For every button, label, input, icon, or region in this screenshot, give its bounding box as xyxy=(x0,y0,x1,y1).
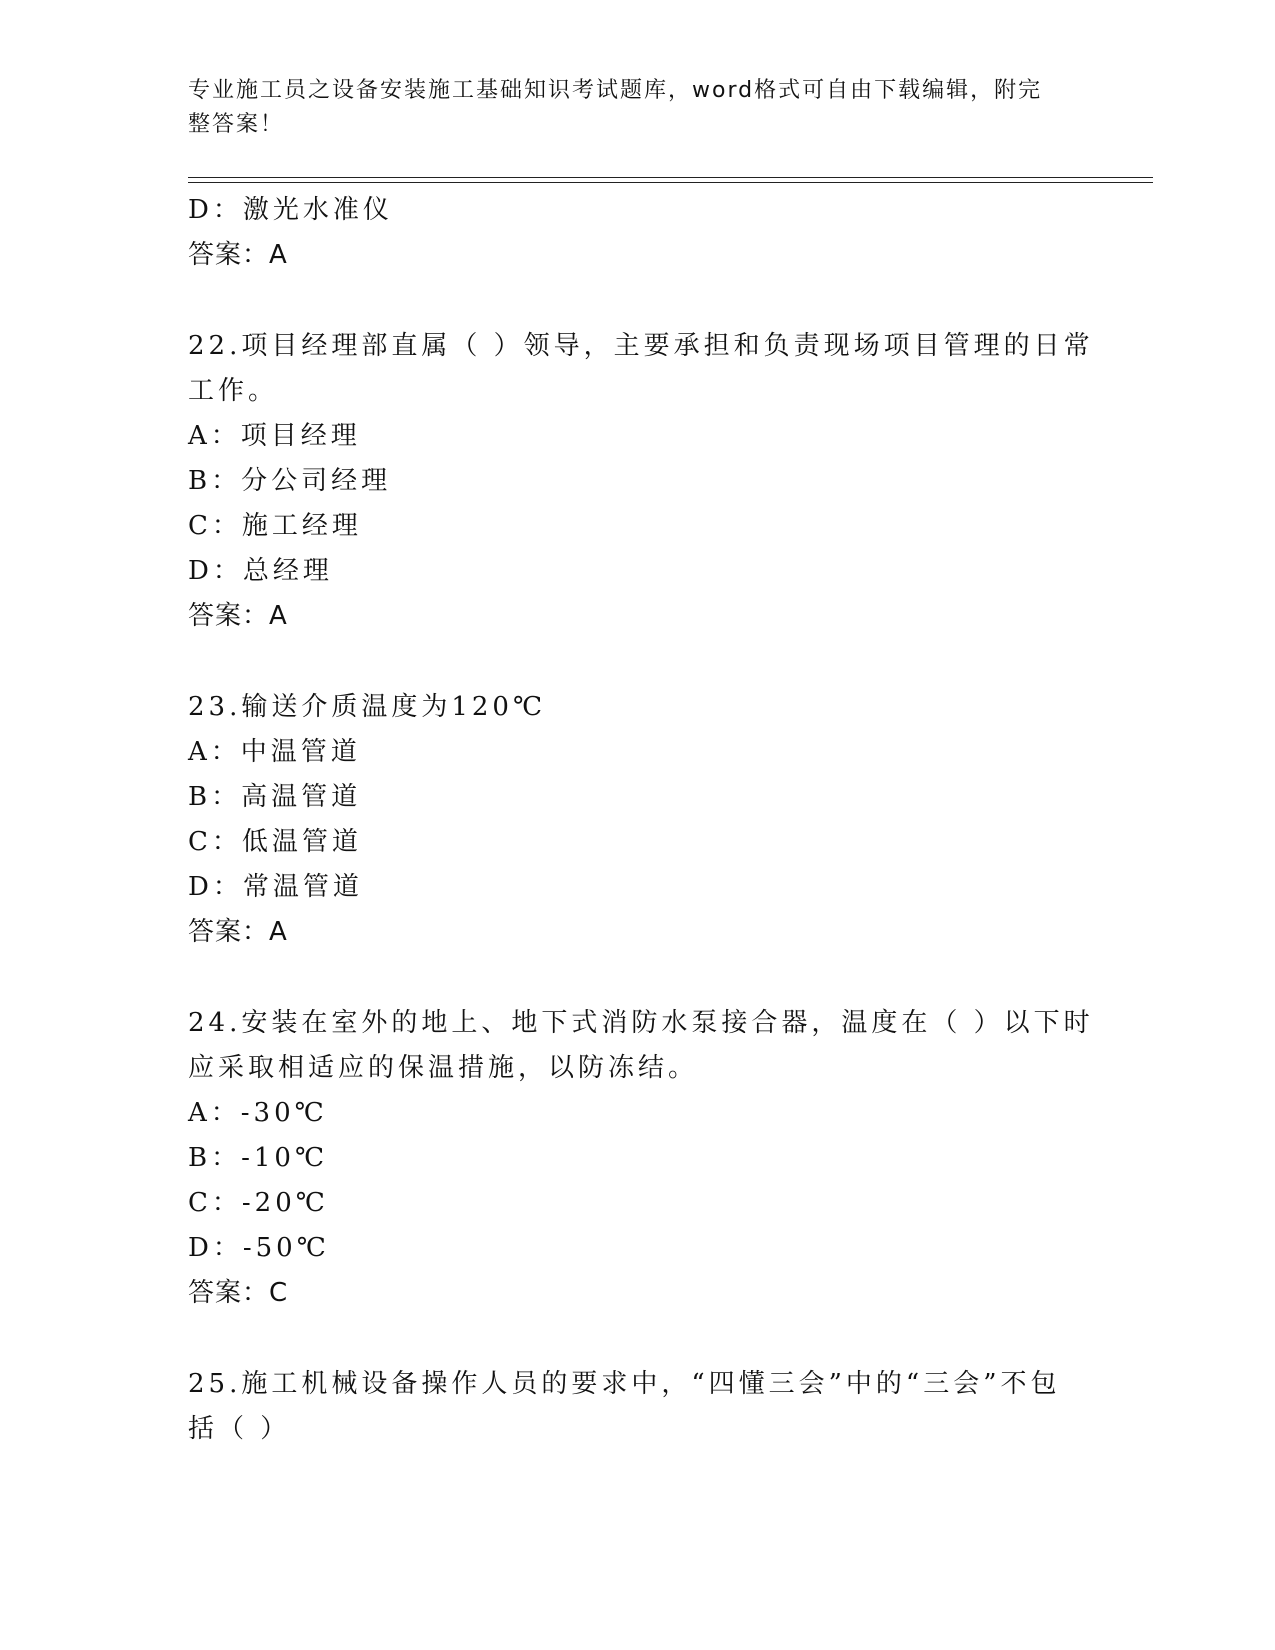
question-24 xyxy=(188,1001,1094,1316)
question-22-text-line-2: 工作。 xyxy=(188,376,279,406)
question-23 xyxy=(188,685,1088,955)
prev-option-d: D：激光水准仪 xyxy=(188,195,393,225)
question-23-option-a: A：中温管道 xyxy=(188,737,361,767)
question-24-option-a: A：-30℃ xyxy=(188,1098,328,1128)
header-line-1: 专业施工员之设备安装施工基础知识考试题库，word格式可自由下载编辑，附完 xyxy=(188,78,1043,103)
question-23-text-line-1: 23.输送介质温度为120℃ xyxy=(188,692,547,722)
question-content xyxy=(188,188,1094,1452)
question-23-option-c: C：低温管道 xyxy=(188,827,362,857)
question-24-answer: 答案：C xyxy=(188,1278,289,1308)
header-divider-bottom xyxy=(188,182,1153,183)
header-line-2: 整答案！ xyxy=(188,112,285,137)
question-25-text-line-1: 25.施工机械设备操作人员的要求中，“四懂三会”中的“三会”不包 xyxy=(188,1369,1061,1399)
question-22-answer: 答案：A xyxy=(188,601,288,631)
question-24-option-d: D：-50℃ xyxy=(188,1233,330,1263)
question-25-text-line-2: 括（ ） xyxy=(188,1414,291,1444)
question-25 xyxy=(188,1362,1088,1452)
question-22 xyxy=(188,324,1094,639)
prev-answer: 答案：A xyxy=(188,240,288,270)
question-23-option-b: B：高温管道 xyxy=(188,782,362,812)
question-24-text-line-1: 24.安装在室外的地上、地下式消防水泵接合器，温度在（ ）以下时 xyxy=(188,1008,1094,1038)
question-22-option-c: C：施工经理 xyxy=(188,511,362,541)
question-24-option-c: C：-20℃ xyxy=(188,1188,329,1218)
question-23-option-d: D：常温管道 xyxy=(188,872,363,902)
question-24-text-line-2: 应采取相适应的保温措施，以防冻结。 xyxy=(188,1053,699,1083)
document-header xyxy=(188,74,1068,142)
question-22-option-b: B：分公司经理 xyxy=(188,466,392,496)
question-22-text-line-1: 22.项目经理部直属（ ）领导，主要承担和负责现场项目管理的日常 xyxy=(188,331,1094,361)
question-24-option-b: B：-10℃ xyxy=(188,1143,329,1173)
header-divider-top xyxy=(188,177,1153,178)
question-22-option-d: D：总经理 xyxy=(188,556,333,586)
question-22-option-a: A：项目经理 xyxy=(188,421,361,451)
question-23-answer: 答案：A xyxy=(188,917,288,947)
